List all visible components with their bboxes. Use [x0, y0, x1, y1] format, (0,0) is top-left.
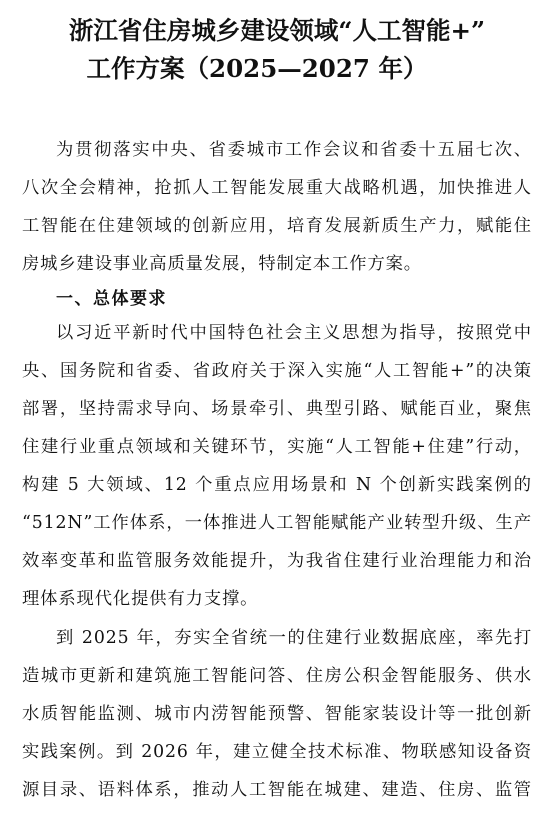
paragraph-line: 实践案例。到 2026 年，建立健全技术标准、物联感知设备资: [22, 742, 532, 762]
paragraph-line: 部署，坚持需求导向、场景牵引、典型引路、赋能百业，聚焦: [22, 399, 532, 419]
intro-line: 为贯彻落实中央、省委城市工作会议和省委十五届七次、: [56, 140, 532, 160]
intro-line: 房城乡建设事业高质量发展，特制定本工作方案。: [22, 254, 422, 274]
paragraph-line: 水质智能监测、城市内涝智能预警、智能家装设计等一批创新: [22, 704, 532, 724]
paragraph-line: 构建 5 大领域、12 个重点应用场景和 N 个创新实践案例的: [22, 475, 532, 495]
paragraph-line: 造城市更新和建筑施工智能问答、住房公积金智能服务、供水: [22, 666, 532, 686]
paragraph-line: 理体系现代化提供有力支撑。: [22, 589, 259, 609]
intro-line: 八次全会精神，抢抓人工智能发展重大战略机遇，加快推进人: [22, 178, 532, 198]
intro-line: 工智能在住建领域的创新应用，培育发展新质生产力，赋能住: [22, 216, 532, 236]
paragraph-line: 以习近平新时代中国特色社会主义思想为指导，按照党中: [56, 323, 532, 343]
paragraph-line: 央、国务院和省委、省政府关于深入实施“人工智能+”的决策: [22, 361, 532, 381]
section-heading-general-requirements: 一、总体要求: [56, 289, 167, 309]
document-title-line-1: 浙江省住房城乡建设领域“人工智能+”: [68, 16, 486, 45]
paragraph-line: 住建行业重点领域和关键环节，实施“人工智能+住建”行动，: [22, 437, 532, 457]
paragraph-line: 效率变革和监管服务效能提升，为我省住建行业治理能力和治: [22, 551, 532, 571]
document-title-line-2: 工作方案（2025—2027 年）: [86, 54, 428, 83]
paragraph-line: 到 2025 年，夯实全省统一的住建行业数据底座，率先打: [56, 628, 532, 648]
paragraph-line: 源目录、语料体系，推动人工智能在城建、建造、住房、监管: [22, 780, 532, 800]
paragraph-line: “512N”工作体系，一体推进人工智能赋能产业转型升级、生产: [22, 513, 532, 533]
